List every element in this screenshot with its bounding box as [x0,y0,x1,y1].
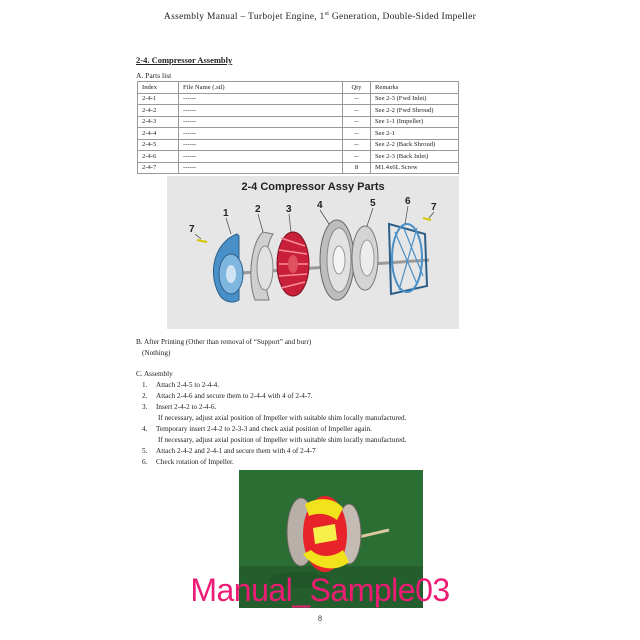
callout-4: 4 [317,200,323,211]
callout-7-right: 7 [431,202,437,213]
part-diffuser [320,220,354,300]
part-back-shroud [352,226,378,290]
assembly-note: If necessary, adjust axial position of Impeller with suitable shim locally manufactured. [158,436,407,444]
parts-table [137,81,459,174]
column-header-file-name: File Name (.stl) [179,82,343,94]
cell-remarks: See 2-2 (Fwd Shroud) [371,105,459,117]
cell-qty: 8 [343,162,371,174]
column-header-remarks: Remarks [371,82,459,94]
callout-5: 5 [370,198,376,209]
cell-remarks: See 2-2 (Back Shroud) [371,139,459,151]
part-fwd-inlet [213,234,243,302]
cell-index: 2-4-3 [138,116,179,128]
parts-list-label: A. Parts list [136,71,172,80]
step-number: 4. [142,425,148,433]
part-fwd-shroud [251,232,273,300]
after-printing-item: (Nothing) [142,349,171,357]
step-text: Attach 2-4-6 and secure them to 2-4-4 with 4 of 2-4-7. [156,392,313,400]
screw-right [423,218,431,220]
table-row [138,128,459,140]
table-row [138,151,459,163]
step-number: 5. [142,447,148,455]
step-text: Attach 2-4-2 and 2-4-1 and secure them with 4 of 2-4-7 [156,447,316,455]
exploded-parts-diagram [167,176,459,329]
step-text: Insert 2-4-2 to 2-4-6. [156,403,217,411]
cell-file: ------ [179,105,343,117]
column-header-qty: Qty [343,82,371,94]
cell-qty: -- [343,93,371,105]
cell-qty: -- [343,128,371,140]
parts-table-header-row [138,82,459,94]
cell-remarks: See 1-1 (Impeller) [371,116,459,128]
table-row [138,116,459,128]
callout-3: 3 [286,204,292,215]
cell-file: ------ [179,139,343,151]
table-row [138,93,459,105]
cell-index: 2-4-5 [138,139,179,151]
header-title-pre: Assembly Manual – Turbojet Engine, 1 [163,12,325,23]
table-row [138,105,459,117]
cell-remarks: See 2-1 [371,128,459,140]
assembly-step [142,458,234,466]
cell-file: ------ [179,93,343,105]
cell-qty: -- [343,139,371,151]
assembly-step [142,403,216,411]
cell-index: 2-4-2 [138,105,179,117]
cell-remarks: See 2-3 (Back Inlet) [371,151,459,163]
assembly-step [142,425,372,433]
callout-1: 1 [223,208,229,219]
part-impeller [277,232,309,296]
callout-6: 6 [405,196,411,207]
assembly-title: C. Assembly [136,370,173,378]
exploded-view-illustration [167,176,459,329]
screw-left [197,240,207,242]
step-text: Check rotation of Impeller. [156,458,234,466]
callout-2: 2 [255,204,261,215]
step-number: 1. [142,381,148,389]
cell-file: ------ [179,151,343,163]
after-printing-title: B. After Printing (Other than removal of “Support” and burr) [136,338,312,346]
header-title-post: Generation, Double-Sided Impeller [329,12,477,23]
watermark: Manual_Sample03 [190,572,450,608]
table-row [138,139,459,151]
callout-7-left: 7 [189,224,195,235]
cell-file: ------ [179,162,343,174]
diagram-title: 2-4 Compressor Assy Parts [241,181,385,193]
step-text: Attach 2-4-5 to 2-4-4. [156,381,220,389]
column-header-index: Index [138,82,179,94]
step-number: 6. [142,458,148,466]
step-number: 3. [142,403,148,411]
cell-index: 2-4-6 [138,151,179,163]
cell-qty: -- [343,105,371,117]
cell-remarks: See 2-3 (Fwd Inlet) [371,93,459,105]
part-back-inlet [389,224,427,294]
table-row [138,162,459,174]
cell-remarks: M1.4x6L Screw [371,162,459,174]
cell-file: ------ [179,116,343,128]
cell-index: 2-4-1 [138,93,179,105]
assembly-step [142,447,316,455]
assembly-step [142,392,313,400]
page-number: 8 [318,614,322,623]
cell-file: ------ [179,128,343,140]
cell-index: 2-4-4 [138,128,179,140]
assembly-note: If necessary, adjust axial position of Impeller with suitable shim locally manufactured. [158,414,407,422]
cell-qty: -- [343,151,371,163]
section-title: 2-4. Compressor Assembly [136,55,233,65]
document-header [0,11,640,22]
step-text: Temporary insert 2-4-2 to 2-3-3 and check axial position of Impeller again. [156,425,372,433]
assembly-step [142,381,219,389]
step-number: 2. [142,392,148,400]
cell-qty: -- [343,116,371,128]
cell-index: 2-4-7 [138,162,179,174]
header-title-sup: st [324,11,330,17]
